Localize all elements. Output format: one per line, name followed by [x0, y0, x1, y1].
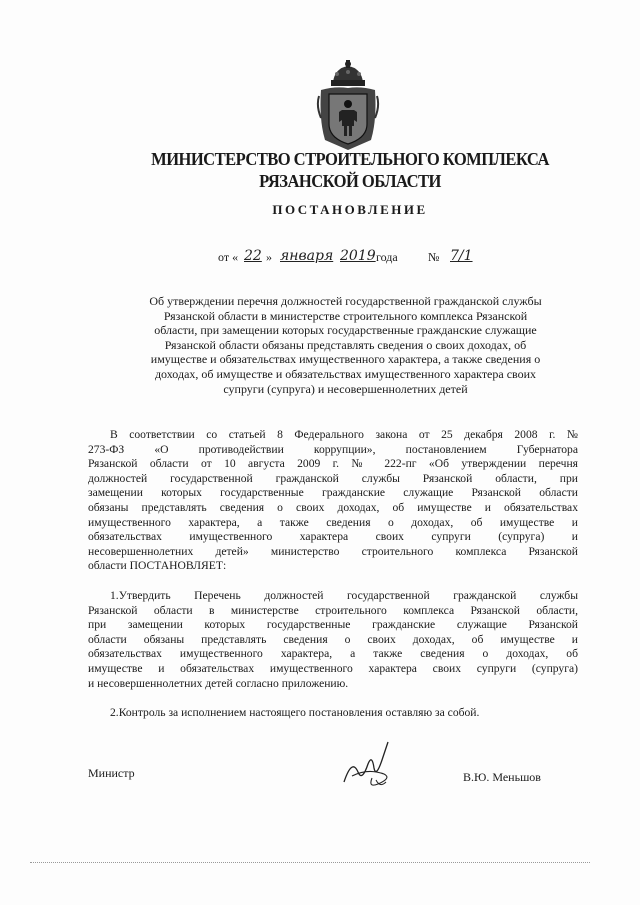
text-line: 273-ФЗ «О противодействии коррупции», постановлением Губернатора: [88, 442, 578, 456]
text-line: должностей государственной гражданской службы Рязанской области, при: [88, 471, 578, 485]
text-line: 1.Утвердить Перечень должностей государственной гражданской службы: [110, 589, 578, 602]
preamble-paragraph: [88, 428, 578, 574]
number-label: №: [428, 250, 440, 264]
subject-line: области, при замещении которых государственные гражданские служащие: [154, 323, 537, 338]
text-line: обязаны представлять сведения о своих доходах, об имуществе и обязательствах: [88, 500, 578, 514]
text-line: замещении которых государственные гражданские служащие Рязанской области: [88, 486, 578, 500]
text-line: В соответствии со статьей 8 Федерального закона от 25 декабря 2008 г. №: [110, 428, 578, 441]
date-mid: »: [266, 250, 272, 264]
text-line: имуществе и обязательствах имущественного характера своих супруги (супруга): [88, 661, 578, 675]
text-line: при замещении которых государственные гражданские служащие Рязанской: [88, 618, 578, 632]
handwritten-signature: [338, 738, 408, 794]
subject-line: Рязанской области в министерстве строительного комплекса Рязанской: [163, 308, 528, 323]
scan-edge-divider: [30, 862, 590, 863]
date-prefix: от «: [218, 250, 239, 264]
text-line: области обязаны представлять сведения о своих доходах, об имуществе и: [88, 632, 578, 646]
text-line: обязательствах имущественного характера, а также сведения о доходах, об: [88, 647, 578, 661]
subject-line: доходах, об имуществе и обязательствах имущественного характера своих: [154, 366, 537, 381]
subject-line: супруги (супруга) и несовершеннолетних детей: [223, 381, 468, 396]
date-suffix: года: [376, 250, 398, 264]
text-line: области ПОСТАНОВЛЯЕТ:: [88, 559, 227, 573]
text-line: несовершеннолетних детей» министерство строительного комплекса Рязанской: [88, 544, 578, 558]
subject-line: Об утверждении перечня должностей государственной гражданской службы: [149, 294, 542, 308]
subject-line: имуществе и обязательствах имущественного характера, а также сведения о: [150, 352, 541, 367]
clause-2-paragraph: [88, 706, 578, 721]
ministry-title-line1: МИНИСТЕРСТВО СТРОИТЕЛЬНОГО КОМПЛЕКСА: [151, 149, 549, 169]
text-line: 2.Контроль за исполнением настоящего постановления оставляю за собой.: [110, 706, 480, 719]
document-number: 7/1: [450, 248, 473, 264]
coat-of-arms-emblem: [315, 60, 381, 152]
document-dateline: [210, 248, 510, 272]
text-line: обязательствах имущественного характера своих супруги (супруга) и: [88, 530, 578, 544]
clause-1-paragraph: [88, 589, 578, 691]
text-line: и несовершеннолетних детей согласно приложению.: [88, 676, 349, 690]
signatory-title: Министр: [88, 766, 135, 780]
ministry-title-line2: РЯЗАНСКОЙ ОБЛАСТИ: [259, 171, 441, 191]
date-year: 2019: [340, 248, 376, 264]
subject-line: Рязанской области обязаны представлять сведения о своих доходах, об: [164, 337, 527, 352]
date-day: 22: [244, 248, 262, 264]
document-type: ПОСТАНОВЛЕНИЕ: [272, 202, 428, 217]
text-line: Рязанской области в министерстве строительного комплекса Рязанской области,: [88, 603, 578, 617]
text-line: Рязанской области от 10 августа 2009 г. № 222-пг «Об утверждении перечня: [88, 457, 578, 471]
signature-block: [88, 760, 578, 820]
date-month: января: [280, 248, 334, 264]
document-subject: [113, 294, 578, 396]
text-line: имущественного характера, а также сведения о доходах, об имуществе и: [88, 515, 578, 529]
signatory-name: В.Ю. Меньшов: [463, 770, 541, 784]
